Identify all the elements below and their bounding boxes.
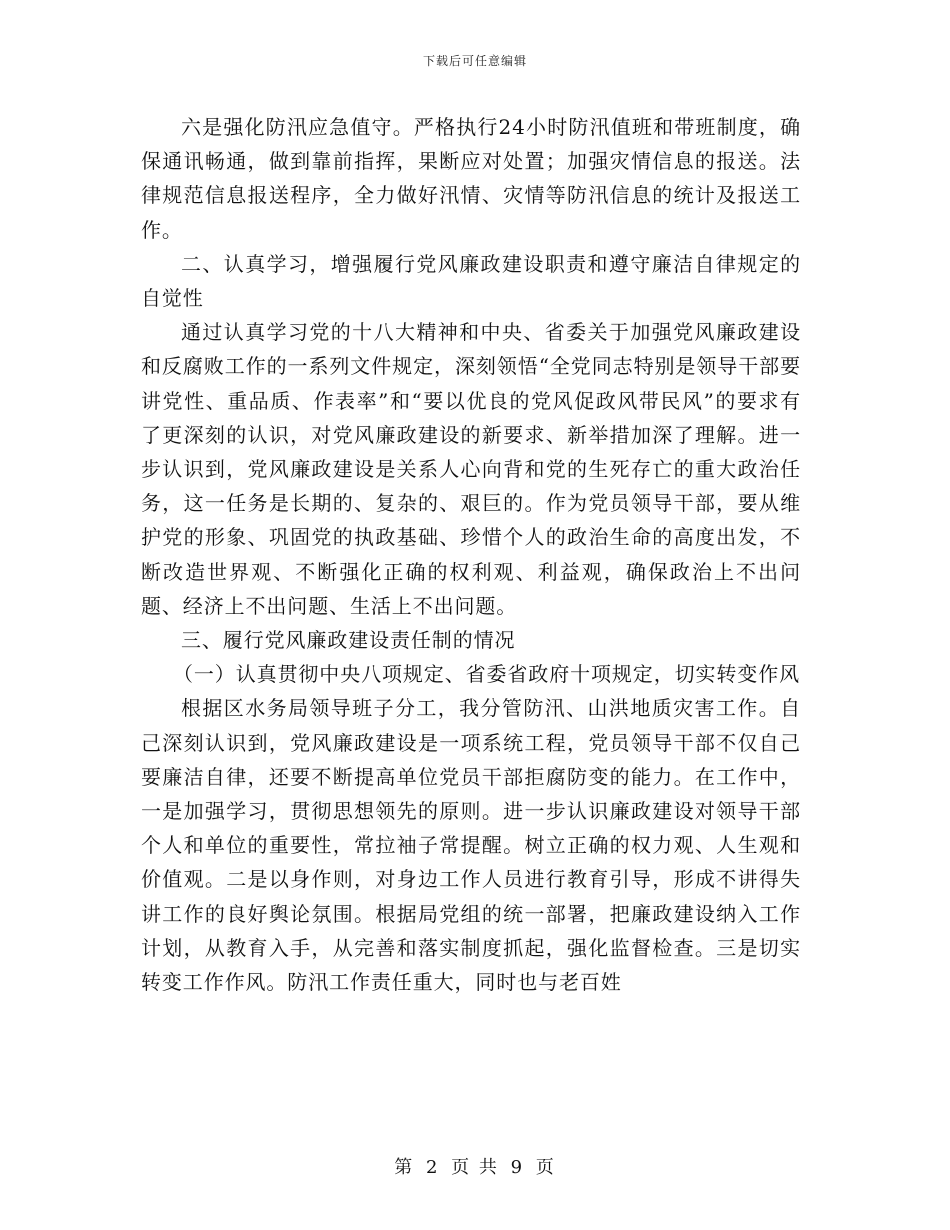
footer-mid: 页 共 — [451, 1157, 499, 1178]
footer-page-number: 2 — [425, 1157, 440, 1178]
section-heading-study: 二、认真学习，增强履行党风廉政建设职责和遵守廉洁自律规定的自觉性 — [141, 251, 801, 311]
paragraph-division-of-work: 根据区水务局领导班子分工，我分管防汛、山洪地质灾害工作。自己深刻认识到，党风廉政建设是一项系统工程，党员领导干部不仅自己要廉洁自律，还要不断提高单位党员干部拒腐防变的能力。在工作中，一是加强学习，贯彻思想领先的原则。进一步认识廉政建设对领导干部个人和单位的重要性，常拉袖子常提醒。树立正确的权力观、人生观和价值观。二是以身作则，对身边工作人员进行教育引导，形成不讲得失讲工作的良好舆论氛围。根据局党组的统一部署，把廉政建设纳入工作计划，从教育入手，从完善和落实制度抓起，强化监督检查。三是切实转变工作作风。防汛工作责任重大，同时也与老百姓 — [141, 696, 801, 995]
paragraph-flood-duty: 六是强化防汛应急值守。严格执行24小时防汛值班和带班制度，确保通讯畅通，做到靠前指挥，果断应对处置；加强灾情信息的报送。法律规范信息报送程序，全力做好汛情、灾情等防汛信息的统计及报送工作。 — [141, 115, 801, 242]
paragraph-study: 通过认真学习党的十八大精神和中央、省委关于加强党风廉政建设和反腐败工作的一系列文件规定，深刻领悟“全党同志特别是领导干部要讲党性、重品质、作表率”和“要以优良的党风促政风带民风”的要求有了更深刻的认识，对党风廉政建设的新要求、新举措加深了理解。进一步认识到，党风廉政建设是关系人心向背和党的生死存亡的重大政治任务，这一任务是长期的、复杂的、艰巨的。作为党员领导干部，要从维护党的形象、巩固党的执政基础、珍惜个人的政治生命的高度出发，不断改造世界观、不断强化正确的权利观、利益观，确保政治上不出问题、经济上不出问题、生活上不出问题。 — [141, 320, 801, 618]
page-header: 下载后可任意编辑 — [422, 54, 527, 68]
footer-total-pages: 9 — [510, 1157, 525, 1178]
footer-suffix: 页 — [535, 1157, 556, 1178]
footer-prefix: 第 — [394, 1157, 415, 1178]
section-heading-responsibility: 三、履行党风廉政建设责任制的情况 — [181, 628, 516, 653]
subsection-heading-regulations: （一）认真贯彻中央八项规定、省委省政府十项规定，切实转变作风 — [173, 662, 800, 687]
page-footer — [0, 1153, 950, 1179]
document-body — [141, 110, 801, 999]
